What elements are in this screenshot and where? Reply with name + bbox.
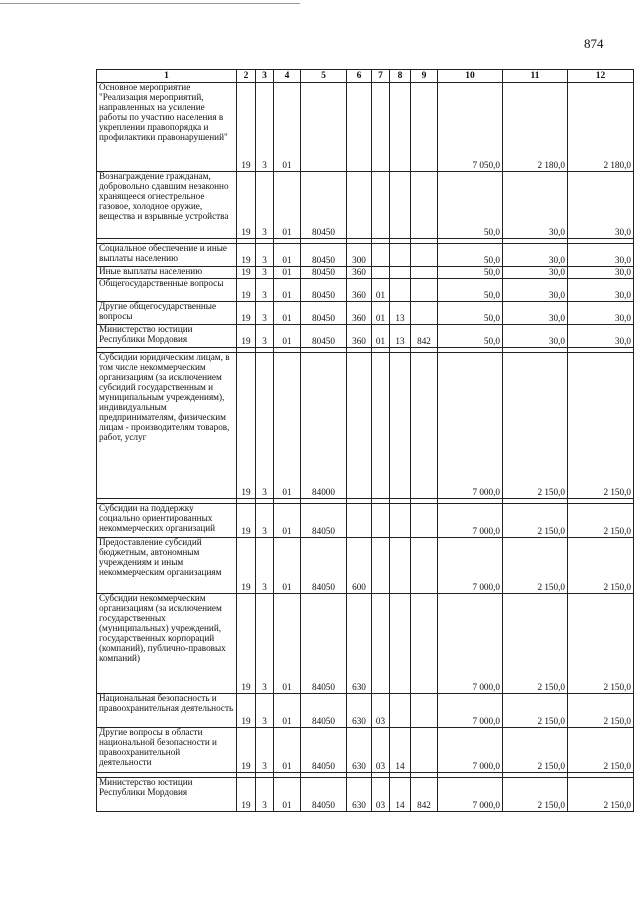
cell-c10: 7 000,0	[438, 504, 503, 538]
cell-c6: 360	[347, 267, 372, 279]
cell-c5: 84000	[301, 353, 347, 499]
row-name: Социальное обеспечение и иные выплаты населению	[99, 243, 227, 263]
cell-c8	[390, 504, 411, 538]
row-name: Иные выплаты населению	[99, 266, 203, 276]
cell-c12: 2 150,0	[568, 504, 634, 538]
cell-c10: 7 000,0	[438, 728, 503, 773]
cell-c9	[411, 353, 438, 499]
cell-c10: 7 000,0	[438, 778, 503, 812]
row-name-cell	[97, 694, 237, 728]
cell-c12: 2 180,0	[568, 83, 634, 172]
cell-c12: 30,0	[568, 325, 634, 348]
cell-c5: 84050	[301, 778, 347, 812]
cell-c5: 80450	[301, 244, 347, 267]
row-name-cell	[97, 267, 237, 279]
cell-c4: 01	[274, 353, 301, 499]
cell-c2: 19	[237, 325, 256, 348]
cell-c3: 3	[256, 83, 274, 172]
cell-c3: 3	[256, 279, 274, 302]
cell-c6	[347, 172, 372, 239]
cell-c2: 19	[237, 594, 256, 694]
cell-c12: 30,0	[568, 244, 634, 267]
table-row	[97, 244, 634, 267]
cell-c3: 3	[256, 325, 274, 348]
column-header: 10	[438, 70, 503, 83]
cell-c2: 19	[237, 267, 256, 279]
cell-c9	[411, 538, 438, 594]
cell-c12: 2 150,0	[568, 594, 634, 694]
cell-c5: 84050	[301, 504, 347, 538]
cell-c11: 2 150,0	[503, 594, 568, 694]
cell-c2: 19	[237, 728, 256, 773]
cell-c10: 7 000,0	[438, 353, 503, 499]
cell-c2: 19	[237, 244, 256, 267]
cell-c12: 2 150,0	[568, 353, 634, 499]
cell-c11: 30,0	[503, 325, 568, 348]
cell-c11: 30,0	[503, 267, 568, 279]
cell-c4: 01	[274, 728, 301, 773]
cell-c4: 01	[274, 694, 301, 728]
cell-c4: 01	[274, 244, 301, 267]
cell-c5: 80450	[301, 302, 347, 325]
cell-c7	[372, 353, 390, 499]
cell-c9: 842	[411, 778, 438, 812]
cell-c4: 01	[274, 504, 301, 538]
cell-c4: 01	[274, 279, 301, 302]
cell-c10: 7 000,0	[438, 594, 503, 694]
row-name-cell	[97, 172, 237, 239]
cell-c11: 30,0	[503, 172, 568, 239]
cell-c3: 3	[256, 538, 274, 594]
cell-c7	[372, 267, 390, 279]
column-header: 6	[347, 70, 372, 83]
cell-c6	[347, 353, 372, 499]
cell-c8	[390, 83, 411, 172]
cell-c8	[390, 594, 411, 694]
row-name-cell	[97, 279, 237, 302]
row-name: Общегосударственные вопросы	[99, 278, 224, 288]
cell-c6: 360	[347, 279, 372, 302]
table-row	[97, 728, 634, 773]
cell-c4: 01	[274, 172, 301, 239]
cell-c11: 2 150,0	[503, 694, 568, 728]
cell-c3: 3	[256, 244, 274, 267]
cell-c6: 600	[347, 538, 372, 594]
cell-c7	[372, 244, 390, 267]
cell-c8: 13	[390, 302, 411, 325]
cell-c3: 3	[256, 172, 274, 239]
cell-c8	[390, 267, 411, 279]
row-name: Вознаграждение гражданам, добровольно сдавшим незаконно хранящееся огнестрельное газовое, холодное оружие, вещества и взрывные устройства	[99, 171, 229, 221]
cell-c7	[372, 83, 390, 172]
cell-c12: 2 150,0	[568, 538, 634, 594]
cell-c11: 2 180,0	[503, 83, 568, 172]
cell-c11: 30,0	[503, 279, 568, 302]
table-row	[97, 538, 634, 594]
table-row	[97, 302, 634, 325]
cell-c8	[390, 353, 411, 499]
cell-c7	[372, 172, 390, 239]
row-name: Другие общегосударственные вопросы	[99, 301, 217, 321]
table-row	[97, 694, 634, 728]
cell-c5: 80450	[301, 172, 347, 239]
cell-c6: 360	[347, 325, 372, 348]
cell-c3: 3	[256, 594, 274, 694]
cell-c7	[372, 594, 390, 694]
table-row	[97, 279, 634, 302]
cell-c8: 14	[390, 728, 411, 773]
cell-c6: 630	[347, 594, 372, 694]
cell-c5: 80450	[301, 267, 347, 279]
table-row	[97, 504, 634, 538]
row-name-cell	[97, 302, 237, 325]
cell-c7: 01	[372, 302, 390, 325]
row-name-cell	[97, 728, 237, 773]
cell-c10: 7 050,0	[438, 83, 503, 172]
cell-c7: 03	[372, 728, 390, 773]
table-row	[97, 172, 634, 239]
cell-c3: 3	[256, 728, 274, 773]
row-name: Субсидии некоммерческим организациям (за исключением государственных (муниципальных) учреждений, государственных корпораций (компаний), публично-правовых компаний)	[99, 593, 226, 663]
cell-c2: 19	[237, 353, 256, 499]
row-name: Субсидии на поддержку социально ориентированных некоммерческих организаций	[99, 503, 216, 533]
cell-c9	[411, 244, 438, 267]
cell-c7: 01	[372, 279, 390, 302]
cell-c10: 50,0	[438, 267, 503, 279]
cell-c9	[411, 504, 438, 538]
row-name-cell	[97, 83, 237, 172]
cell-c11: 2 150,0	[503, 504, 568, 538]
cell-c6: 360	[347, 302, 372, 325]
cell-c4: 01	[274, 778, 301, 812]
cell-c6: 630	[347, 778, 372, 812]
cell-c11: 2 150,0	[503, 538, 568, 594]
cell-c4: 01	[274, 325, 301, 348]
column-header: 11	[503, 70, 568, 83]
page-number: 874	[584, 36, 604, 51]
cell-c8	[390, 694, 411, 728]
cell-c6: 630	[347, 728, 372, 773]
cell-c12: 2 150,0	[568, 778, 634, 812]
cell-c5: 84050	[301, 594, 347, 694]
cell-c2: 19	[237, 694, 256, 728]
cell-c6	[347, 504, 372, 538]
cell-c9	[411, 694, 438, 728]
cell-c4: 01	[274, 538, 301, 594]
column-header: 3	[256, 70, 274, 83]
cell-c7	[372, 504, 390, 538]
cell-c7: 03	[372, 694, 390, 728]
cell-c7	[372, 538, 390, 594]
table-row	[97, 325, 634, 348]
cell-c8	[390, 244, 411, 267]
cell-c3: 3	[256, 504, 274, 538]
cell-c5: 84050	[301, 538, 347, 594]
cell-c9: 842	[411, 325, 438, 348]
row-name-cell	[97, 778, 237, 812]
row-name: Основное мероприятие "Реализация мероприятий, направленных на усиление работы по участию населения в укреплении правопорядка и профилактики правонарушений"	[99, 82, 228, 142]
row-name: Национальная безопасность и правоохранительная деятельность	[99, 693, 234, 713]
cell-c3: 3	[256, 353, 274, 499]
cell-c5: 84050	[301, 728, 347, 773]
cell-c5: 84050	[301, 694, 347, 728]
cell-c2: 19	[237, 504, 256, 538]
cell-c9	[411, 267, 438, 279]
cell-c9	[411, 279, 438, 302]
cell-c9	[411, 728, 438, 773]
cell-c10: 50,0	[438, 302, 503, 325]
column-header: 9	[411, 70, 438, 83]
column-header: 1	[97, 70, 237, 83]
cell-c10: 7 000,0	[438, 538, 503, 594]
row-name: Министерство юстиции Республики Мордовия	[99, 777, 193, 797]
cell-c9	[411, 302, 438, 325]
cell-c3: 3	[256, 302, 274, 325]
cell-c5: 80450	[301, 279, 347, 302]
cell-c8: 13	[390, 325, 411, 348]
cell-c2: 19	[237, 279, 256, 302]
cell-c12: 30,0	[568, 279, 634, 302]
cell-c12: 30,0	[568, 302, 634, 325]
table-row	[97, 353, 634, 499]
row-name-cell	[97, 594, 237, 694]
cell-c11: 30,0	[503, 244, 568, 267]
cell-c12: 2 150,0	[568, 694, 634, 728]
cell-c10: 7 000,0	[438, 694, 503, 728]
cell-c10: 50,0	[438, 172, 503, 239]
cell-c10: 50,0	[438, 325, 503, 348]
top-rule	[0, 3, 300, 4]
cell-c4: 01	[274, 267, 301, 279]
column-header: 8	[390, 70, 411, 83]
budget-table	[96, 69, 634, 812]
cell-c11: 2 150,0	[503, 728, 568, 773]
cell-c5	[301, 83, 347, 172]
cell-c11: 2 150,0	[503, 778, 568, 812]
cell-c6	[347, 83, 372, 172]
cell-c5: 80450	[301, 325, 347, 348]
cell-c2: 19	[237, 83, 256, 172]
cell-c12: 2 150,0	[568, 728, 634, 773]
cell-c9	[411, 172, 438, 239]
row-name: Министерство юстиции Республики Мордовия	[99, 324, 193, 344]
cell-c8	[390, 172, 411, 239]
cell-c10: 50,0	[438, 244, 503, 267]
table-header-row	[97, 70, 634, 83]
cell-c2: 19	[237, 538, 256, 594]
table-body	[97, 83, 634, 812]
cell-c2: 19	[237, 302, 256, 325]
table-row	[97, 778, 634, 812]
cell-c8	[390, 279, 411, 302]
cell-c11: 30,0	[503, 302, 568, 325]
cell-c9	[411, 594, 438, 694]
cell-c3: 3	[256, 694, 274, 728]
cell-c2: 19	[237, 778, 256, 812]
row-name: Предоставление субсидий бюджетным, автономным учреждениям и иным некоммерческим организациям	[99, 537, 222, 577]
cell-c11: 2 150,0	[503, 353, 568, 499]
cell-c9	[411, 83, 438, 172]
cell-c8	[390, 538, 411, 594]
row-name: Субсидии юридическим лицам, в том числе некоммерческим организациям (за исключением субсидий государственным и муниципальным учреждениям), индивидуальным предпринимателям, физическим лицам - производителям товаров, работ, услуг	[99, 352, 230, 442]
cell-c8: 14	[390, 778, 411, 812]
cell-c12: 30,0	[568, 172, 634, 239]
table-row	[97, 594, 634, 694]
row-name-cell	[97, 538, 237, 594]
column-header: 7	[372, 70, 390, 83]
row-name: Другие вопросы в области национальной безопасности и правоохранительной деятельности	[99, 727, 217, 767]
cell-c7: 01	[372, 325, 390, 348]
row-name-cell	[97, 504, 237, 538]
cell-c2: 19	[237, 172, 256, 239]
cell-c3: 3	[256, 778, 274, 812]
column-header: 5	[301, 70, 347, 83]
row-name-cell	[97, 244, 237, 267]
cell-c4: 01	[274, 83, 301, 172]
table-row	[97, 83, 634, 172]
cell-c6: 630	[347, 694, 372, 728]
cell-c4: 01	[274, 594, 301, 694]
cell-c4: 01	[274, 302, 301, 325]
cell-c12: 30,0	[568, 267, 634, 279]
column-header: 4	[274, 70, 301, 83]
cell-c3: 3	[256, 267, 274, 279]
row-name-cell	[97, 353, 237, 499]
cell-c10: 50,0	[438, 279, 503, 302]
cell-c6: 300	[347, 244, 372, 267]
cell-c7: 03	[372, 778, 390, 812]
row-name-cell	[97, 325, 237, 348]
column-header: 12	[568, 70, 634, 83]
table-row	[97, 267, 634, 279]
column-header: 2	[237, 70, 256, 83]
